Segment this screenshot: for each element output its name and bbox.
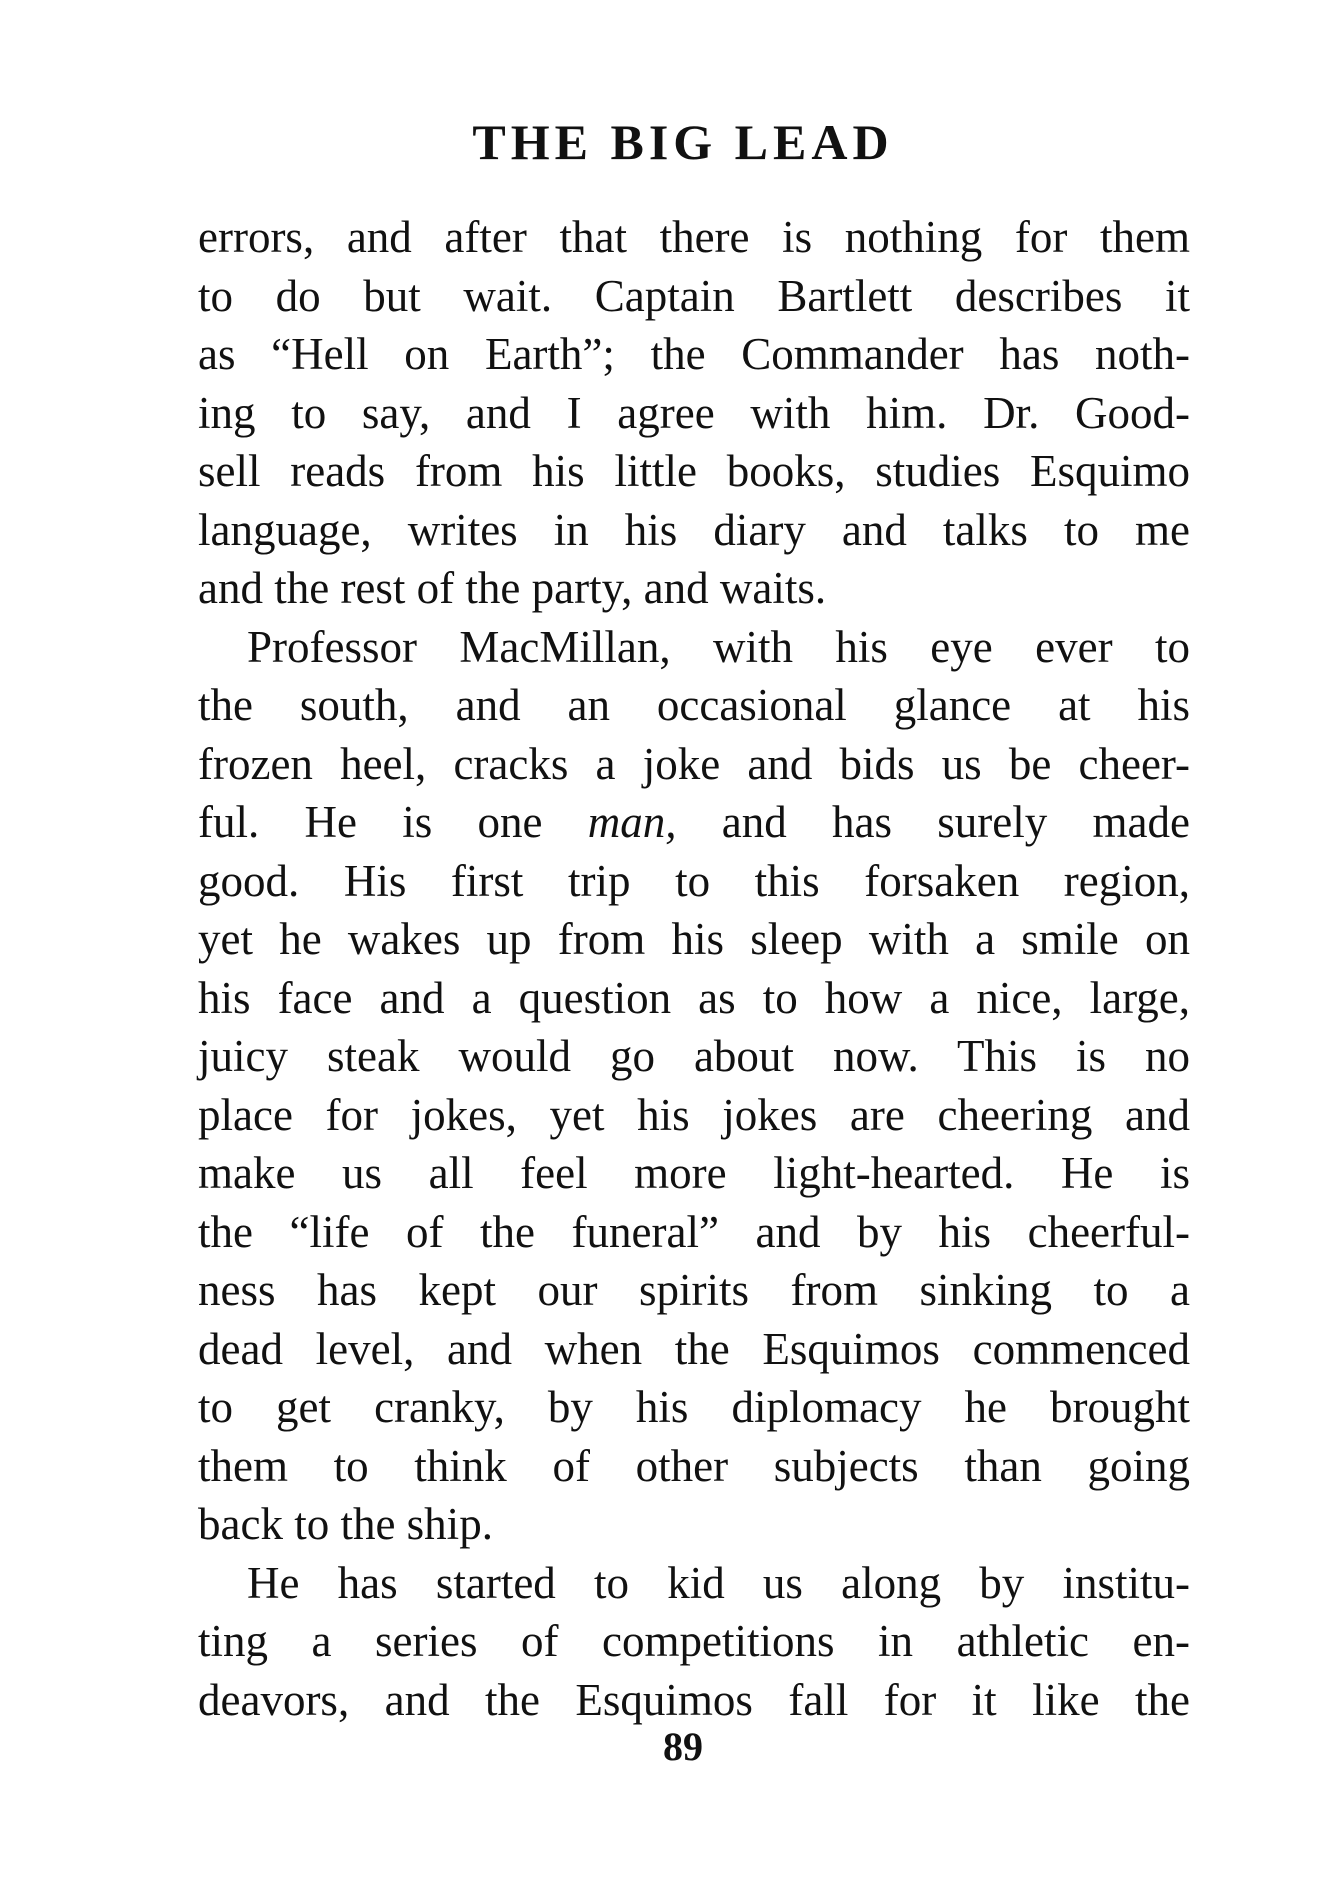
running-head: THE BIG LEAD (472, 114, 894, 170)
page-number: 89 (663, 1724, 703, 1769)
text-line: ing to say, and I agree with him. Dr. Good- (198, 387, 1190, 438)
text-line: ness has kept our spirits from sinking to a (198, 1265, 1190, 1315)
text-line: Professor MacMillan, with his eye ever to (247, 621, 1190, 672)
text-line: errors, and after that there is nothing for them (198, 212, 1190, 262)
text-line: ting a series of competitions in athletic en- (198, 1616, 1190, 1666)
text-line: frozen heel, cracks a joke and bids us be cheer- (198, 738, 1190, 789)
text-line: sell reads from his little books, studies Esquimo (198, 446, 1190, 496)
text-line: the “life of the funeral” and by his cheerful- (198, 1206, 1190, 1257)
text-line: juicy steak would go about now. This is no (198, 1031, 1190, 1081)
text-line: place for jokes, yet his jokes are cheering and (198, 1089, 1190, 1140)
text-line: make us all feel more light-hearted. He is (198, 1148, 1190, 1198)
text-line: He has started to kid us along by institu- (247, 1557, 1190, 1608)
text-line: yet he wakes up from his sleep with a smile on (198, 914, 1190, 964)
body-text (198, 208, 1190, 1729)
text-line: back to the ship. (198, 1499, 493, 1549)
text-line: good. His first trip to this forsaken region, (198, 855, 1190, 906)
text-line: as “Hell on Earth”; the Commander has noth- (198, 329, 1190, 379)
text-line: to get cranky, by his diplomacy he brought (198, 1382, 1190, 1432)
text-line: ful. He is one man, and has surely made (198, 797, 1190, 847)
text-line: the south, and an occasional glance at his (198, 680, 1190, 730)
text-line: and the rest of the party, and waits. (198, 563, 827, 613)
text-line: language, writes in his diary and talks to me (198, 504, 1190, 555)
text-line: them to think of other subjects than going (198, 1440, 1190, 1491)
emphasis-text: man, (587, 797, 677, 847)
text-line: his face and a question as to how a nice, large, (198, 972, 1190, 1023)
text-line: dead level, and when the Esquimos commenced (198, 1323, 1190, 1374)
text-line: to do but wait. Captain Bartlett describes it (198, 270, 1190, 321)
text-line: deavors, and the Esquimos fall for it like the (198, 1674, 1190, 1725)
